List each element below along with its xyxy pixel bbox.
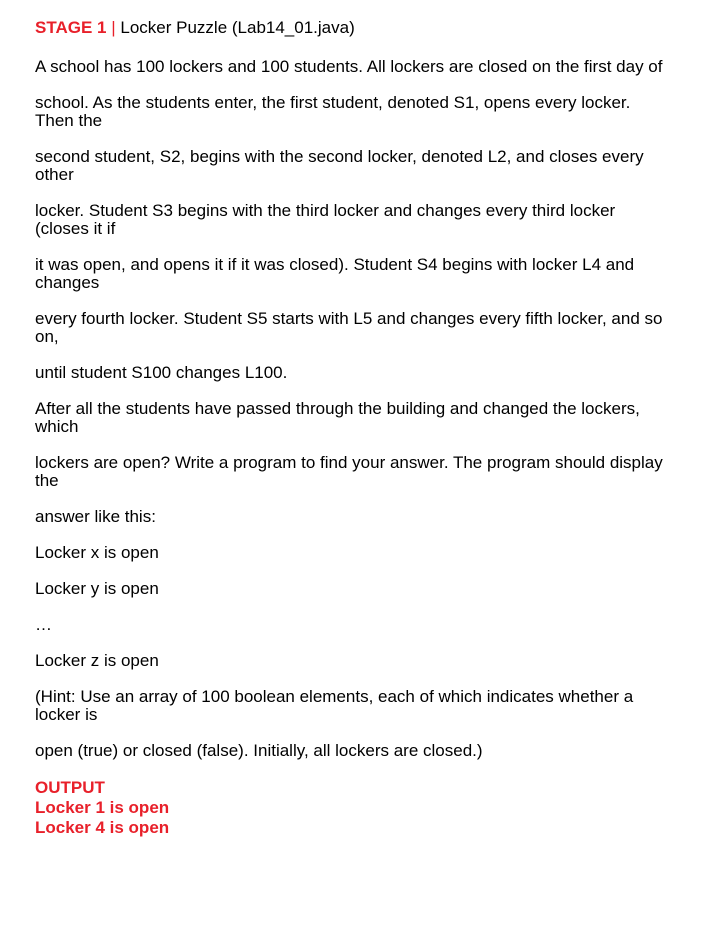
paragraph: A school has 100 lockers and 100 students. All lockers are closed on the first day of xyxy=(35,57,663,76)
stage-label: STAGE 1 xyxy=(35,18,107,37)
hint-paragraph: open (true) or closed (false). Initially, all lockers are closed.) xyxy=(35,741,483,760)
sample-output-ellipsis: … xyxy=(35,615,52,634)
sample-output-line: Locker x is open xyxy=(35,543,159,562)
paragraph: lockers are open? Write a program to find your answer. The program should display the xyxy=(35,453,663,490)
sample-output-line: Locker z is open xyxy=(35,651,159,670)
output-section xyxy=(35,778,665,838)
header-separator: | xyxy=(111,18,116,37)
paragraph: second student, S2, begins with the second locker, denoted L2, and closes every other xyxy=(35,147,644,184)
stage-header xyxy=(35,18,665,38)
paragraph: it was open, and opens it if it was closed). Student S4 begins with locker L4 and changes xyxy=(35,255,635,292)
document-page xyxy=(35,18,665,838)
problem-description xyxy=(35,58,665,760)
output-heading: OUTPUT xyxy=(35,778,105,797)
sample-output-line: Locker y is open xyxy=(35,579,159,598)
lab-title: Locker Puzzle (Lab14_01.java) xyxy=(120,18,355,37)
paragraph: answer like this: xyxy=(35,507,156,526)
paragraph: every fourth locker. Student S5 starts with L5 and changes every fifth locker, and so on, xyxy=(35,309,663,346)
paragraph: After all the students have passed through the building and changed the lockers, which xyxy=(35,399,640,436)
paragraph: until student S100 changes L100. xyxy=(35,363,288,382)
hint-paragraph: (Hint: Use an array of 100 boolean elements, each of which indicates whether a locker is xyxy=(35,687,634,724)
output-line: Locker 1 is open xyxy=(35,798,170,817)
paragraph: locker. Student S3 begins with the third locker and changes every third locker (closes it if xyxy=(35,201,616,238)
output-line: Locker 4 is open xyxy=(35,818,170,837)
paragraph: school. As the students enter, the first student, denoted S1, opens every locker. Then the xyxy=(35,93,631,130)
